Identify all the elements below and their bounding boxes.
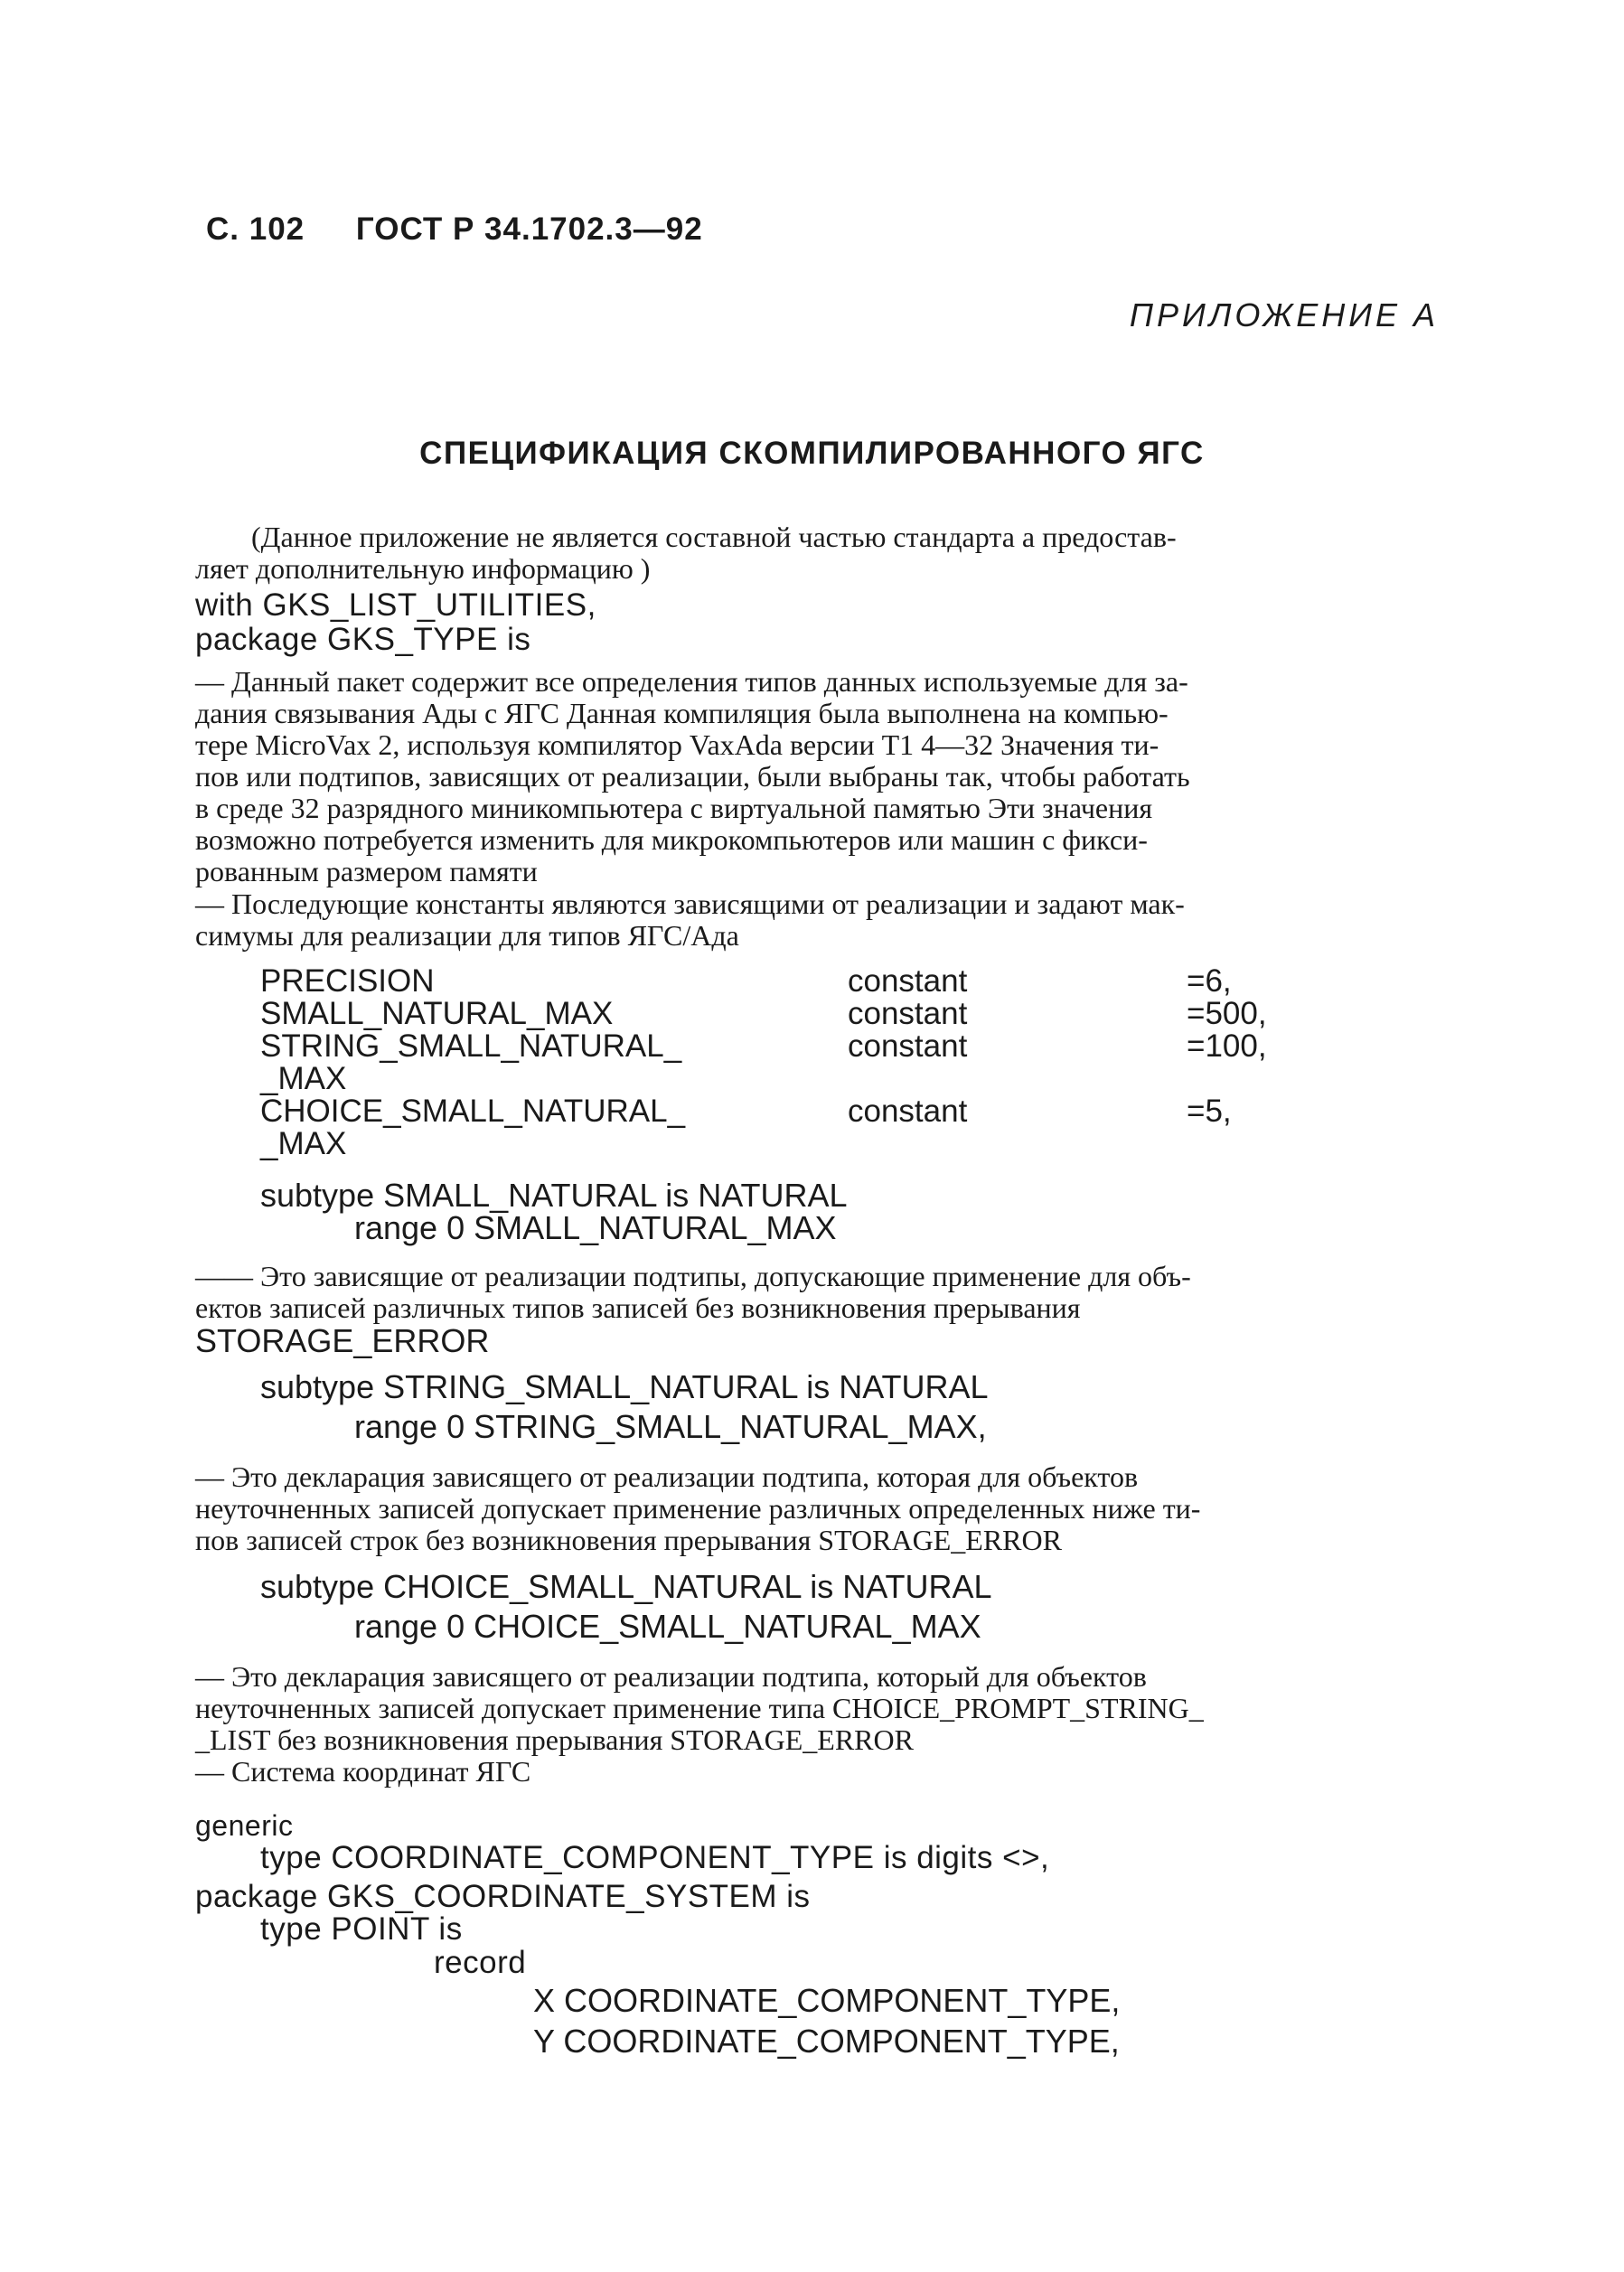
comment-line: симумы для реализации для типов ЯГС/Ада	[195, 919, 739, 952]
constant-value: =5,	[1187, 1094, 1232, 1129]
subtype-small-natural: subtype SMALL_NATURAL is NATURAL	[260, 1177, 848, 1214]
intro-paragraph	[195, 521, 1442, 585]
comment-line: пов записей строк без возникновения прерывания STORAGE_ERROR	[195, 1524, 1062, 1556]
comment-line: неуточненных записей допускает применение типа CHOICE_PROMPT_STRING_	[195, 1692, 1204, 1724]
comment-line: дания связывания Ады с ЯГС Данная компиляция была выполнена на компью-	[195, 697, 1169, 729]
section-title: СПЕЦИФИКАЦИЯ СКОМПИЛИРОВАННОГО ЯГС	[419, 436, 1205, 471]
constant-keyword: constant	[848, 1028, 968, 1064]
constant-keyword: constant	[848, 963, 968, 999]
constant-row	[260, 965, 1367, 998]
code-package-line: package GKS_TYPE is	[195, 622, 531, 657]
constant-row	[260, 1095, 1367, 1160]
intro-line: (Данное приложение не является составной частью стандарта а предостав-	[251, 521, 1177, 553]
constant-value: =100,	[1187, 1028, 1267, 1064]
comment-line: в среде 32 разрядного миникомпьютера с виртуальной памятью Эти значения	[195, 792, 1153, 824]
comment-line: — Данный пакет содержит все определения типов данных используемые для за-	[195, 665, 1188, 698]
standard-code: ГОСТ Р 34.1702.3—92	[355, 211, 703, 247]
constant-row	[260, 998, 1367, 1030]
constant-name-part1: CHOICE_SMALL_NATURAL_	[260, 1094, 686, 1129]
constant-keyword: constant	[848, 996, 968, 1031]
constant-name: PRECISION	[260, 963, 435, 999]
page-header	[206, 211, 703, 248]
constant-name-part1: STRING_SMALL_NATURAL_	[260, 1028, 682, 1064]
range-small-natural: range 0 SMALL_NATURAL_MAX	[354, 1209, 837, 1246]
constant-value: =6,	[1187, 963, 1232, 999]
constant-name	[260, 1030, 848, 1095]
storage-error-line: STORAGE_ERROR	[195, 1322, 490, 1359]
comment-constants-paragraph	[195, 888, 1442, 952]
constant-keyword: constant	[848, 1094, 968, 1129]
comment-line-text: ектов записей различных типов записей без возникновения прерывания	[195, 1291, 1081, 1324]
comment-line: неуточненных записей допускает применение различных определенных ниже ти-	[195, 1492, 1201, 1525]
comment-line: — Последующие константы являются зависящими от реализации и задают мак-	[195, 887, 1185, 920]
comment-line: пов или подтипов, зависящих от реализации, были выбраны так, чтобы работать	[195, 760, 1190, 793]
comment-line: — Это декларация зависящего от реализации подтипа, которая для объектов	[195, 1460, 1139, 1493]
comment-line: возможно потребуется изменить для микрокомпьютеров или машин с фикси-	[195, 823, 1148, 856]
intro-line: ляет дополнительную информацию )	[195, 552, 651, 585]
range-choice-small-natural: range 0 CHOICE_SMALL_NATURAL_MAX	[354, 1608, 981, 1645]
comment-line: рованным размером памяти	[195, 855, 538, 887]
subtype-choice-small-natural: subtype CHOICE_SMALL_NATURAL is NATURAL	[260, 1568, 992, 1605]
constant-value: =500,	[1187, 996, 1267, 1031]
comment-types-paragraph	[195, 666, 1442, 887]
appendix-label: ПРИЛОЖЕНИЕ А	[1129, 296, 1439, 333]
constant-row	[260, 1030, 1367, 1095]
subtype-string-small-natural: subtype STRING_SMALL_NATURAL is NATURAL	[260, 1368, 989, 1405]
code-y-field: Y COORDINATE_COMPONENT_TYPE,	[533, 2023, 1120, 2060]
comment-line: —— Это зависящие от реализации подтипы, допускающие применение для объ-	[195, 1260, 1191, 1292]
code-generic: generic	[195, 1809, 294, 1842]
constant-name-part2: _MAX	[260, 1061, 347, 1096]
constants-table	[260, 965, 1367, 1160]
comment-line: — Это декларация зависящего от реализации подтипа, который для объектов	[195, 1660, 1147, 1693]
code-package-coordinate: package GKS_COORDINATE_SYSTEM is	[195, 1879, 811, 1914]
comment-subtypes-paragraph	[195, 1261, 1442, 1358]
code-x-field: X COORDINATE_COMPONENT_TYPE,	[533, 1982, 1121, 2019]
range-string-small-natural: range 0 STRING_SMALL_NATURAL_MAX,	[354, 1408, 987, 1445]
page-number: С. 102	[206, 211, 305, 247]
constant-name: SMALL_NATURAL_MAX	[260, 996, 614, 1031]
constant-name-part2: _MAX	[260, 1126, 347, 1161]
code-record: record	[434, 1945, 527, 1980]
comment-choice-subtype-paragraph	[195, 1661, 1442, 1788]
code-type-point: type POINT is	[260, 1911, 463, 1947]
comment-string-subtype-paragraph	[195, 1461, 1442, 1556]
comment-line: _LIST без возникновения прерывания STORAGE_ERROR	[195, 1723, 914, 1756]
code-type-coordinate: type COORDINATE_COMPONENT_TYPE is digits <>,	[260, 1840, 1050, 1875]
comment-line: тере MicroVax 2, используя компилятор VaxAda версии T1 4—32 Значения ти-	[195, 728, 1159, 761]
code-with-line: with GKS_LIST_UTILITIES,	[195, 587, 596, 623]
comment-line	[195, 1292, 1442, 1324]
constant-name	[260, 1095, 848, 1160]
comment-line: — Система координат ЯГС	[195, 1755, 531, 1788]
